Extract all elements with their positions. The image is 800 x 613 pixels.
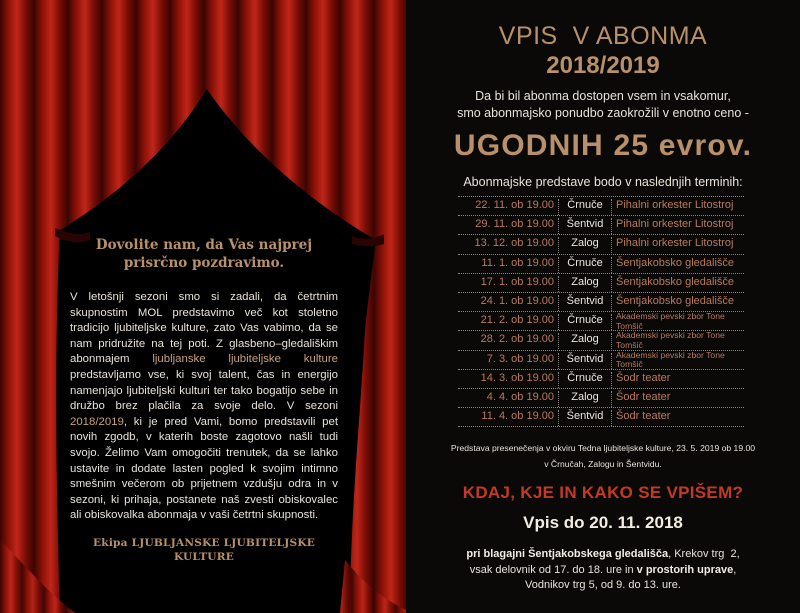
schedule-event-line: Tomšič [616, 339, 643, 350]
schedule-date: 7. 3. ob 19.00 [486, 352, 554, 365]
signature-line1: Ekipa LJUBLJANSKE LJUBITELJSKE [93, 536, 315, 549]
deadline: Vpis do 20. 11. 2018 [523, 513, 683, 532]
schedule-row [458, 216, 744, 235]
schedule-event-line: Akademski pevski zbor Tone [616, 330, 725, 341]
schedule-event: Šentjakobsko gledališče [616, 275, 735, 288]
schedule-row [458, 331, 744, 350]
schedule-date: 24. 1. ob 19.00 [480, 294, 554, 307]
highlight-season: 2018/2019 [70, 415, 124, 428]
place-box-office: pri blagajni Šentjakobskega gledališča [466, 548, 669, 560]
highlight-ljubljanska-kultura: ljubljanske ljubiteljske kulture [152, 353, 338, 366]
schedule-row [458, 274, 744, 293]
schedule-event [616, 351, 725, 370]
schedule-date: 11. 1. ob 19.00 [481, 256, 554, 269]
schedule-row [458, 293, 744, 312]
schedule-event: Šentjakobsko gledališče [616, 294, 735, 307]
signature [70, 536, 338, 564]
how-to-subscribe-heading: KDAJ, KJE IN KAKO SE VPIŠEM? [462, 483, 744, 502]
schedule-place: Črnuče [558, 257, 612, 273]
schedule-row [458, 235, 744, 254]
schedule-place: Šentvid [558, 410, 612, 426]
schedule-heading: Abonmajske predstave bodo v naslednjih terminih: [463, 175, 743, 189]
schedule-place: Zalog [558, 391, 612, 407]
schedule-event: Šentjakobsko gledališče [616, 256, 735, 269]
schedule-date: 17. 1. ob 19.00 [480, 275, 554, 288]
schedule-event: Pihalni orkester Litostroj [616, 218, 734, 231]
welcome-section [70, 236, 338, 564]
schedule-date: 22. 11. ob 19.00 [475, 199, 554, 211]
schedule-row [458, 370, 744, 389]
schedule-date: 13. 12. ob 19.00 [474, 237, 554, 250]
schedule-place: Črnuče [558, 314, 612, 330]
page-title: VPIS V ABONMA [498, 22, 708, 50]
schedule-event-line: Akademski pevski zbor Tone [616, 349, 725, 360]
schedule-date: 21. 2. ob 19.00 [480, 314, 554, 327]
welcome-heading-line2: prisrčno pozdravimo. [123, 255, 285, 271]
schedule-event: Pihalni orkester Litostroj [616, 199, 734, 211]
signature-line2: KULTURE [173, 550, 235, 563]
schedule-event [616, 312, 725, 331]
schedule-date: 14. 3. ob 19.00 [480, 371, 554, 384]
schedule-date: 11. 4. ob 19.00 [481, 410, 554, 423]
surprise-note-line2: v Črnučah, Zalogu in Šentvidu. [544, 459, 662, 469]
surprise-note-line1: Predstava presenečenja v okviru Tedna ljubiteljske kulture, 23. 5. 2019 ob 19.00 [450, 443, 756, 453]
place-administration: v prostorih uprave [636, 563, 734, 576]
schedule-place: Šentvid [558, 353, 612, 369]
schedule-row [458, 408, 744, 427]
schedule-date: 4. 4. ob 19.00 [486, 390, 554, 403]
schedule-place: Zalog [558, 276, 612, 292]
schedule-event: Šodr teater [616, 390, 671, 403]
schedule-event: Pihalni orkester Litostroj [616, 237, 734, 250]
schedule-event [616, 331, 725, 350]
schedule-table [458, 196, 744, 427]
schedule-event-line: Akademski pevski zbor Tone [616, 311, 725, 322]
price-intro [406, 88, 800, 122]
schedule-event: Šodr teater [616, 371, 671, 384]
price-intro-line1: Da bi bil abonma dostopen vsem in vsakomur, [475, 89, 731, 103]
schedule-date: 28. 2. ob 19.00 [480, 333, 554, 346]
schedule-row [458, 312, 744, 331]
schedule-place: Zalog [558, 237, 612, 253]
schedule-row [458, 389, 744, 408]
price-heading: UGODNIH 25 evrov. [453, 129, 753, 162]
schedule-place: Črnuče [558, 199, 612, 215]
schedule-row [458, 351, 744, 370]
schedule-row [458, 196, 744, 216]
registration-place: pri blagajni Šentjakobskega gledališča, Krekov trg 2, vsak delovnik od 17. do 18. ure in v prostorih uprave, Vodnikov trg 5, od 9. do 13. ure. [466, 548, 740, 591]
schedule-event: Šodr teater [616, 410, 671, 423]
schedule-place: Šentvid [558, 295, 612, 311]
welcome-heading [70, 236, 338, 272]
schedule-place: Šentvid [558, 218, 612, 234]
surprise-note [406, 440, 800, 472]
schedule-row [458, 255, 744, 274]
schedule-place: Zalog [558, 333, 612, 349]
welcome-heading-line1: Dovolite nam, da Vas najprej [95, 237, 313, 253]
right-panel [406, 0, 800, 613]
schedule-event-line: Tomšič [616, 359, 643, 369]
schedule-place: Črnuče [558, 372, 612, 388]
welcome-body: V letošnji sezoni smo si zadali, da četrtnim skupnostim MOL predstavimo več kot stoletno tradicijo ljubiteljske kulture, zato Vas vabimo, da se nam pridružite na tej poti. Z glasbeno–gledališkim abonmajem ljubljanske ljubiteljske kulture predstavljamo vse, ki svoj talent, čas in energijo namenjajo ljubiteljski kulturi ter tako bogatijo sebe in družbo brez plačila za svoje delo. V sezoni 2018/2019, ki je pred Vami, bomo predstavili pet novih zgodb, v katerih boste zagotovo našli tudi svojo. Želimo Vam omogočiti trenutek, da se lahko ustavite in dodate lasten pogled k svojim intimno smešnim večerom ob prijetnem vzdušju odra in v sezoni, ki prihaja, postanete naš zvesti obiskovalec ali obiskovalka abonmaja v vaši četrtni skupnosti. [70, 291, 338, 522]
schedule-date: 29. 11. ob 19.00 [475, 218, 554, 231]
price-intro-line2: smo abonmajsko ponudbo zaokrožili v enotno ceno - [457, 106, 749, 120]
season-year: 2018/2019 [546, 52, 660, 79]
schedule-event-line: Tomšič [616, 320, 643, 331]
